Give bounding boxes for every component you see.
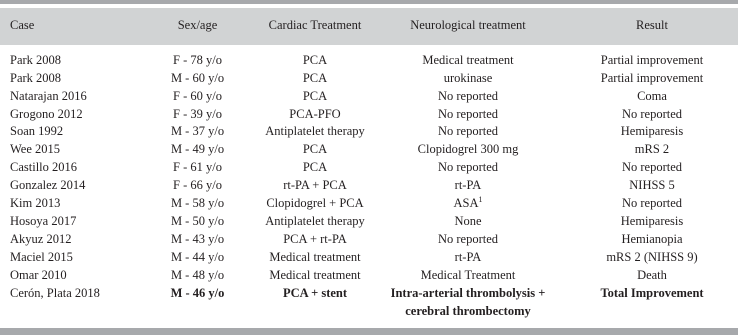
table-row-cardiac: PCA-PFO [289, 107, 341, 121]
table-row-neuro [378, 196, 558, 211]
table-row-neuro-line2: cerebral thrombectomy [405, 304, 531, 318]
table-row-case: Park 2008 [10, 71, 62, 85]
table-row-cardiac: PCA + rt-PA [283, 232, 347, 246]
table-row-cardiac: Antiplatelet therapy [265, 214, 365, 228]
header-case: Case [10, 18, 35, 32]
table-row-neuro: rt-PA [454, 250, 482, 264]
table-row-result: No reported [621, 160, 683, 174]
table-row-case: Akyuz 2012 [10, 232, 72, 246]
table-row-neuro: urokinase [443, 71, 493, 85]
table-row-result: No reported [621, 107, 683, 121]
header-cardiac-treatment: Cardiac Treatment [268, 18, 362, 32]
table-row-neuro: No reported [437, 160, 499, 174]
table-row-cardiac: Medical treatment [269, 250, 361, 264]
table-row-cardiac: PCA + stent [282, 286, 348, 300]
table-row-result: mRS 2 (NIHSS 9) [606, 250, 698, 264]
table-row-cardiac: rt-PA + PCA [283, 178, 347, 192]
table-row-neuro: No reported [437, 124, 499, 138]
table-row-cardiac: PCA [302, 53, 328, 67]
table-row-case: Omar 2010 [10, 268, 67, 282]
table-row-result: Death [637, 268, 667, 282]
table-row-cardiac: Clopidogrel + PCA [266, 196, 364, 210]
table-row-sex-age: M - 49 y/o [170, 142, 225, 156]
table-row-sex-age: F - 66 y/o [173, 178, 222, 192]
table-row-cardiac: PCA [302, 160, 328, 174]
table-bottom-rule [0, 328, 738, 335]
table-row-case: Kim 2013 [10, 196, 61, 210]
table-row-sex-age: F - 61 y/o [173, 160, 222, 174]
table-row-result: Partial improvement [600, 71, 704, 85]
table-row-neuro: rt-PA [454, 178, 482, 192]
table-row-neuro: No reported [437, 232, 499, 246]
table-row-case: Castillo 2016 [10, 160, 78, 174]
table-row-sex-age: M - 48 y/o [170, 268, 225, 282]
table-row-case: Wee 2015 [10, 142, 61, 156]
table-row-neuro: Medical treatment [422, 53, 514, 67]
table-row-case: Gonzalez 2014 [10, 178, 86, 192]
table-row-case: Hosoya 2017 [10, 214, 77, 228]
table-row-sex-age: M - 60 y/o [170, 71, 225, 85]
header-result: Result [636, 18, 668, 32]
table-row-case: Maciel 2015 [10, 250, 73, 264]
table-row-sex-age: M - 58 y/o [170, 196, 225, 210]
table-row-sex-age: M - 37 y/o [170, 124, 225, 138]
table-row-sex-age: F - 78 y/o [173, 53, 222, 67]
table-row-neuro: Intra-arterial thrombolysis + [390, 286, 546, 300]
table-row-result: Hemiparesis [620, 214, 684, 228]
table-row-neuro: No reported [437, 89, 499, 103]
table-row-result: Partial improvement [600, 53, 704, 67]
table-row-case: Cerón, Plata 2018 [10, 286, 100, 300]
table-row-cardiac: Antiplatelet therapy [265, 124, 365, 138]
asa-text: ASA [453, 196, 479, 210]
table-row-neuro: None [454, 214, 482, 228]
table-row-cardiac: Medical treatment [269, 268, 361, 282]
table-row-result: mRS 2 [634, 142, 670, 156]
table-row-cardiac: PCA [302, 89, 328, 103]
table-row-result: Coma [637, 89, 667, 103]
table-row-sex-age: M - 43 y/o [170, 232, 225, 246]
table-row-sex-age: F - 60 y/o [173, 89, 222, 103]
table-row-case: Park 2008 [10, 53, 62, 67]
table-row-sex-age: M - 46 y/o [170, 286, 225, 300]
table-row-case: Soan 1992 [10, 124, 64, 138]
table-row-neuro: Medical Treatment [420, 268, 516, 282]
table-row-result: Total Improvement [600, 286, 704, 300]
table-row-neuro: No reported [437, 107, 499, 121]
table-row-sex-age: M - 50 y/o [170, 214, 225, 228]
table-row-neuro: Clopidogrel 300 mg [417, 142, 519, 156]
table-row-result: No reported [621, 196, 683, 210]
table-top-rule [0, 0, 738, 4]
header-neurological-treatment: Neurological treatment [410, 18, 526, 32]
header-sex-age: Sex/age [177, 18, 218, 32]
table-row-result: Hemiparesis [620, 124, 684, 138]
table-row-result: NIHSS 5 [629, 178, 675, 192]
table-row-sex-age: F - 39 y/o [173, 107, 222, 121]
table-row-cardiac: PCA [302, 142, 328, 156]
table-row-sex-age: M - 44 y/o [170, 250, 225, 264]
footnote-marker: 1 [478, 195, 483, 204]
table-row-result: Hemianopia [621, 232, 683, 246]
table-row-case: Natarajan 2016 [10, 89, 87, 103]
table-row-cardiac: PCA [302, 71, 328, 85]
table-row-case: Grogono 2012 [10, 107, 83, 121]
